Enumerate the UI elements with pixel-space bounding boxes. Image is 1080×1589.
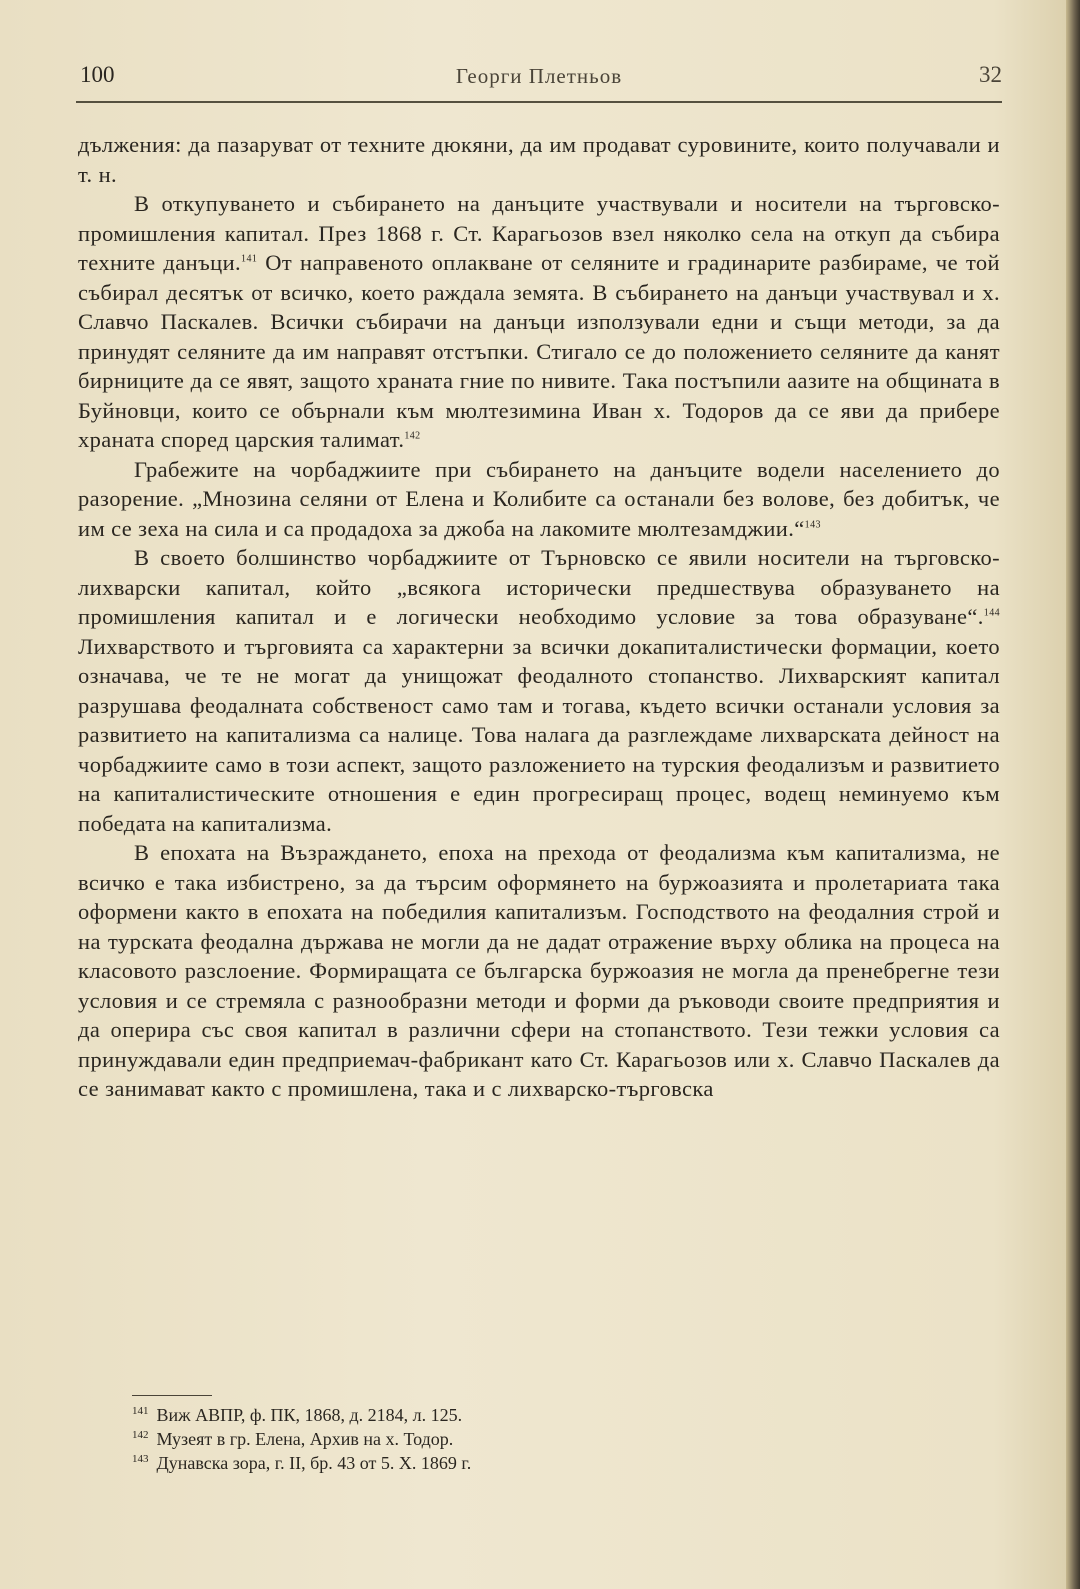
paragraph-4: В своето болшинство чорбаджиите от Търновско се явили носители на търговско-лихварски капитал, който „всякога исторически предшествува образуването на промишления капитал и е логически необходимо условие за това образуване“.$^{144}$ Лихварството и търговията са характерни за всички докапиталистически формации, което означава, че те не могат да унищожат феодалното стопанство. Лихварският капитал разрушава феодалната собственост само там и тогава, където всички останали условия за развитието на капитализма са налице. Това налага да разглеждаме лихварската дейност на чорбаджиите само в този аспект, защото разложението на турския феодализъм и развитието на капиталистическите отношения е един прогресиращ процес, водещ неминуемо към победата на капитализма. [78, 545, 1000, 836]
footnote-ref-143: 143 [804, 519, 821, 530]
footnote-ref-142: 142 [404, 430, 421, 442]
body-text [78, 130, 1000, 1104]
page-edge-shadow [1066, 0, 1080, 1589]
footnote-143: $^{143}$ Дунавска зора, г. II, бр. 43 от 5. X. 1869 г. [132, 1453, 472, 1473]
paragraph-3: Грабежите на чорбаджиите при събирането на данъците водели населението до разорение. „Мнозина селяни от Елена и Колибите са останали без волове, без добитък, че им се зеха на сила и са продадоха за джоба на лакомите мюлтезамджии.“$^{143}$ [78, 456, 1000, 541]
paragraph-1: дължения: да пазаруват от техните дюкяни, да им продават суровините, които получавали и т. н. [78, 132, 1000, 187]
footnote-141: $^{141}$ Виж АВПР, ф. ПК, 1868, д. 2184, л. 125. [132, 1405, 463, 1425]
footnote-142: $^{142}$ Музеят в гр. Елена, Архив на х. Тодор. [132, 1429, 454, 1449]
paragraph-4-cont: Лихварството и търговията са характерни за всички докапиталистически формации, което означава, че те не могат да унищожат феодалното стопанство. Лихварският капитал разрушава феодалната собственост само там и тогава, където всички останали условия за развитието на капитализма са налице. Това налага да разглеждаме лихварската дейност на чорбаджиите само в този аспект, защото разложението на турския феодализъм и развитието на капиталистическите отношения е един прогресиращ процес, водещ неминуемо към победата на капитализма. [78, 633, 1000, 836]
footnotes [132, 1403, 832, 1475]
footnote-ref-144: 144 [983, 607, 1000, 619]
footnote-rule [132, 1395, 212, 1396]
header-right-mark: 32 [979, 62, 1002, 87]
running-header [76, 62, 1002, 96]
footnote-ref-141: 141 [241, 253, 258, 265]
paragraph-2: В откупуването и събирането на данъците участвували и носители на търговско-промишления капитал. През 1868 г. Ст. Карагьозов взел няколко села на откуп да събира техните данъци.$^{141}$ От направеното оплакване от селяните и градинарите разбираме, че той събирал десятък от всичко, което раждала земята. В събирането на данъци участвувал и х. Славчо Паскалев. Всички събирачи на данъци използували едни и същи методи, за да принудят селяните да им направят отстъпки. Стигало се до положението селяните да канят бирниците да се явят, защото храната гние по нивите. Така постъпили аазите на общината в Буйновци, които се обърнали към мюлтезимина Иван х. Тодоров да се яви да прибере храната според царския талимат.$^{142}$ [78, 191, 1000, 452]
paragraph-5: В епохата на Възраждането, епоха на прехода от феодализма към капитализма, не всичко е така избистрено, за да търсим оформянето на буржоазията и пролетариата така оформени както в епохата на победилия капитализъм. Господството на феодалния строй и на турската феодална държава не могли да не дадат отражение върху облика на процеса на класовото разслоение. Формиращата се българска буржоазия не могла да пренебрегне тези условия и се стремяла с разнообразни методи и форми да ръководи своите предприятия и да оперира със своя капитал в различни сфери на стопанството. Тези тежки условия са принуждавали един предприемач-фабрикант като Ст. Карагьозов или х. Славчо Паскалев да се занимават както с промишлена, така и с лихварско-търговска [78, 840, 1000, 1101]
running-title: Георги Плетньов [455, 64, 623, 88]
page-number: 100 [80, 62, 115, 87]
header-rule [76, 101, 1002, 103]
paragraph-2-cont: От направеното оплакване от селяните и градинарите разбираме, че той събирал десятък от всичко, което раждала земята. В събирането на данъци участвувал и х. Славчо Паскалев. Всички събирачи на данъци използували едни и същи методи, за да принудят селяните да им направят отстъпки. Стигало се до положението селяните да канят бирниците да се явят, защото храната гние по нивите. Така постъпили аазите на общината в Буйновци, които се обърнали към мюлтезимина Иван х. Тодоров да се яви да прибере храната според царския талимат. [78, 250, 1000, 452]
